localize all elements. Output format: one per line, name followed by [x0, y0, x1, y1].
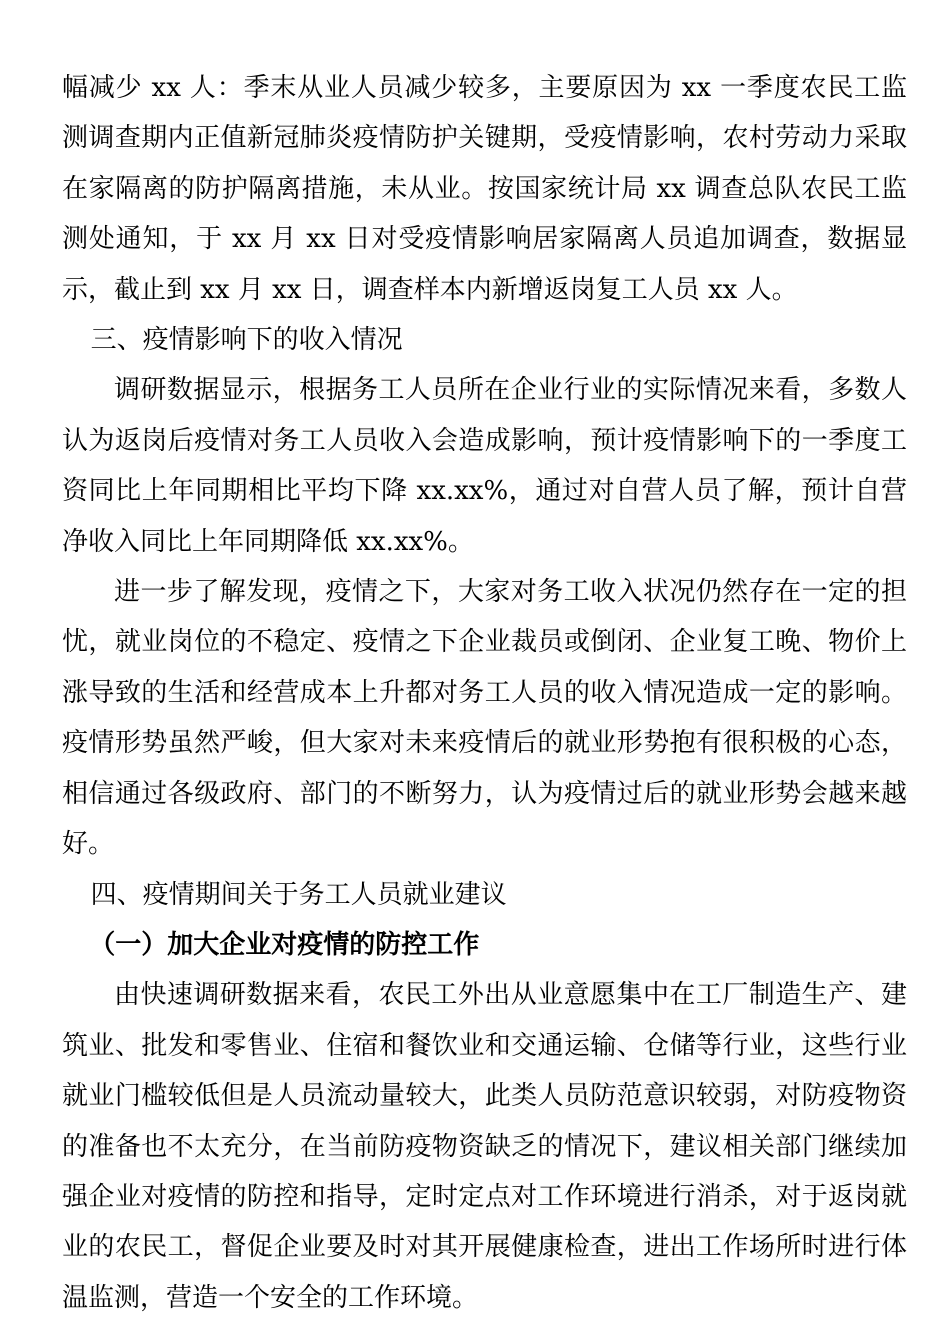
paragraph-prevention-suggestion: 由快速调研数据来看，农民工外出从业意愿集中在工厂制造生产、建筑业、批发和零售业、住宿和餐饮业和交通运输、仓储等行业，这些行业就业门槛较低但是人员流动量较大，此类人员防范意识较弱，对防疫物资的准备也不太充分，在当前防疫物资缺乏的情况下，建议相关部门继续加强企业对疫情的防控和指导，定时定点对工作环境进行消杀，对于返岗就业的农民工，督促企业要及时对其开展健康检查，进出工作场所时进行体温监测，营造一个安全的工作环境。: [62, 980, 907, 1313]
section-heading-3: 三、疫情影响下的收入情况: [90, 325, 403, 356]
subsection-heading-4-1: （一）加大企业对疫情的防控工作: [89, 929, 480, 960]
paragraph-income-concerns: 进一步了解发现，疫情之下，大家对务工收入状况仍然存在一定的担忧，就业岗位的不稳定、疫情之下企业裁员或倒闭、企业复工晚、物价上涨导致的生活和经营成本上升都对务工人员的收入情况造成一定的影响。疫情形势虽然严峻，但大家对未来疫情后的就业形势抱有很积极的心态，相信通过各级政府、部门的不断努力，认为疫情过后的就业形势会越来越好。: [62, 577, 907, 860]
paragraph-continued: 幅减少 xx 人：季末从业人员减少较多，主要原因为 xx 一季度农民工监测调查期内正值新冠肺炎疫情防护关键期，受疫情影响，农村劳动力采取在家隔离的防护隔离措施，未从业。按国家统计局 xx 调查总队农民工监测处通知，于 xx 月 xx 日对受疫情影响居家隔离人员追加调查，数据显示，截止到 xx 月 xx 日，调查样本内新增返岗复工人员 xx 人。: [62, 73, 907, 305]
paragraph-income-survey: 调研数据显示，根据务工人员所在企业行业的实际情况来看，多数人认为返岗后疫情对务工人员收入会造成影响，预计疫情影响下的一季度工资同比上年同期相比平均下降 xx.xx%，通过对自营人员了解，预计自营净收入同比上年同期降低 xx.xx%。: [62, 375, 907, 557]
document-body: [62, 63, 907, 1323]
section-heading-4: 四、疫情期间关于务工人员就业建议: [90, 879, 507, 910]
